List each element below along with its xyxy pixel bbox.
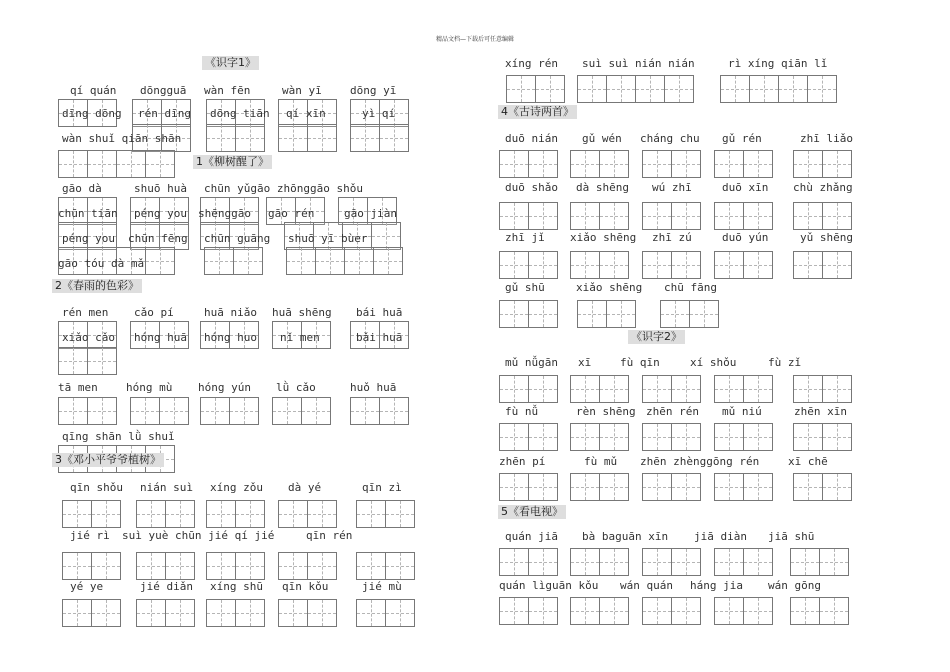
- writing-grid[interactable]: [499, 251, 558, 279]
- writing-grid[interactable]: [499, 150, 558, 178]
- pinyin: suì suì nián nián: [582, 57, 695, 70]
- pinyin: bái huā: [356, 306, 403, 319]
- pinyin: fù qīn: [620, 356, 660, 369]
- lesson-title: 4《古诗两首》: [498, 105, 577, 119]
- pinyin: xíng rén: [505, 57, 558, 70]
- pinyin: huǒ huā: [350, 381, 397, 394]
- pinyin: cǎo pí: [134, 306, 174, 319]
- writing-grid[interactable]: [130, 397, 189, 425]
- writing-grid[interactable]: [506, 75, 565, 103]
- pinyin: wàn yī: [282, 84, 322, 97]
- pinyin: nǐ men: [280, 331, 320, 344]
- writing-grid[interactable]: [714, 150, 773, 178]
- pinyin: gǔ shū: [505, 281, 545, 294]
- pinyin: bǎi huā: [356, 331, 403, 344]
- lesson-title: 3《邓小平爷爷植树》: [52, 453, 164, 467]
- writing-grid[interactable]: [62, 599, 121, 627]
- pinyin: shuō huà: [134, 182, 187, 195]
- pinyin: dà shēng: [576, 181, 629, 194]
- writing-grid[interactable]: [62, 500, 121, 528]
- writing-grid[interactable]: [642, 548, 701, 576]
- pinyin: lǜ cǎo: [276, 381, 316, 394]
- pinyin: xiǎo shēng: [576, 281, 643, 294]
- writing-grid[interactable]: [714, 423, 773, 451]
- pinyin: zhēn pí: [499, 455, 546, 468]
- pinyin: duō yún: [722, 231, 769, 244]
- pinyin: wàn shuǐ qiān shān: [62, 132, 182, 145]
- pinyin: jié diǎn: [140, 580, 193, 593]
- writing-grid[interactable]: [570, 597, 629, 625]
- pinyin: xí shǒu: [690, 356, 737, 369]
- page-header: 精品文档—下载后可任意编辑: [435, 36, 514, 43]
- pinyin: péng you: [62, 232, 115, 245]
- writing-grid[interactable]: [499, 202, 558, 230]
- writing-grid[interactable]: [577, 75, 694, 103]
- pinyin: chūn fēng: [128, 232, 188, 245]
- writing-grid[interactable]: [499, 375, 558, 403]
- writing-grid[interactable]: [570, 251, 629, 279]
- pinyin: gǔ rén: [722, 132, 762, 145]
- writing-grid[interactable]: [642, 473, 701, 501]
- writing-grid[interactable]: [136, 552, 195, 580]
- pinyin: fù zǐ: [768, 356, 802, 369]
- pinyin: yé ye: [70, 580, 104, 593]
- writing-grid[interactable]: [499, 597, 558, 625]
- pinyin: hóng huo: [204, 331, 257, 344]
- writing-grid[interactable]: [499, 423, 558, 451]
- pinyin: dīng dōng: [62, 107, 122, 120]
- writing-grid[interactable]: [642, 251, 701, 279]
- pinyin: qīn zì: [362, 481, 402, 494]
- writing-grid[interactable]: [272, 397, 331, 425]
- lesson-title: 5《看电视》: [498, 505, 566, 519]
- pinyin: cháng chu: [640, 132, 700, 145]
- pinyin: fù nǚ: [505, 405, 539, 418]
- pinyin: gāo tóu dà mǎ: [58, 257, 145, 270]
- pinyin: qí xīn: [286, 107, 326, 120]
- pinyin: rén men: [62, 306, 109, 319]
- pinyin: xiǎo shēng: [570, 231, 637, 244]
- writing-grid[interactable]: [642, 597, 701, 625]
- writing-grid[interactable]: [793, 251, 852, 279]
- pinyin: rén dīng: [138, 107, 191, 120]
- pinyin: rì xíng qiān lǐ: [728, 57, 828, 70]
- writing-grid[interactable]: [136, 500, 195, 528]
- pinyin: zhī jǐ: [505, 231, 545, 244]
- writing-grid[interactable]: [62, 552, 121, 580]
- writing-grid[interactable]: [278, 552, 337, 580]
- pinyin: dōngguā: [140, 84, 187, 97]
- pinyin: huā shēng: [272, 306, 332, 319]
- writing-grid[interactable]: [499, 548, 558, 576]
- pinyin: yǔ shēng: [800, 231, 853, 244]
- writing-grid[interactable]: [793, 202, 852, 230]
- pinyin: duō shǎo: [505, 181, 558, 194]
- pinyin: dà yé: [288, 481, 322, 494]
- writing-grid[interactable]: [200, 397, 259, 425]
- pinyin: dōng yī: [350, 84, 397, 97]
- writing-grid[interactable]: [793, 375, 852, 403]
- writing-grid[interactable]: [206, 500, 265, 528]
- pinyin: bà baguān xīn: [582, 530, 669, 543]
- writing-grid[interactable]: [570, 548, 629, 576]
- writing-grid[interactable]: [206, 552, 265, 580]
- pinyin: quán jiā: [505, 530, 558, 543]
- pinyin: wàn fēn: [204, 84, 251, 97]
- pinyin: zhēn rén: [646, 405, 699, 418]
- pinyin: mǔ niú: [722, 405, 762, 418]
- lesson-title: 《识字2》: [628, 330, 685, 344]
- pinyin: zhī zú: [652, 231, 692, 244]
- writing-grid[interactable]: [570, 423, 629, 451]
- pinyin: mǔ nǚgān: [505, 356, 558, 369]
- pinyin: gǔ wén: [582, 132, 622, 145]
- pinyin: péng you: [134, 207, 187, 220]
- pinyin: qīn kǒu: [282, 580, 329, 593]
- pinyin: zhēn xīn: [794, 405, 847, 418]
- pinyin: jié rì: [70, 529, 110, 542]
- writing-grid[interactable]: [499, 473, 558, 501]
- writing-grid[interactable]: [642, 375, 701, 403]
- writing-grid[interactable]: [714, 202, 773, 230]
- pinyin: hóng yún: [198, 381, 251, 394]
- writing-grid[interactable]: [499, 300, 558, 328]
- pinyin: xī: [578, 356, 592, 369]
- pinyin: chūn tiān: [58, 207, 118, 220]
- pinyin: wú zhī: [652, 181, 692, 194]
- pinyin: jiā diàn: [694, 530, 747, 543]
- pinyin: chūn yǔgāo zhōnggāo shǒu: [204, 182, 363, 195]
- pinyin: gāo jiàn: [344, 207, 397, 220]
- lesson-title: 2《春雨的色彩》: [52, 279, 142, 293]
- pinyin: xiǎo cǎo: [62, 331, 115, 344]
- writing-grid[interactable]: [350, 397, 409, 425]
- pinyin: zhī liǎo: [800, 132, 853, 145]
- lesson-title: 1《柳树醒了》: [193, 155, 272, 169]
- pinyin: jiā shū: [768, 530, 815, 543]
- writing-grid[interactable]: [642, 202, 701, 230]
- writing-grid[interactable]: [642, 150, 701, 178]
- writing-grid[interactable]: [278, 599, 337, 627]
- writing-grid[interactable]: [206, 124, 265, 152]
- writing-grid[interactable]: [790, 548, 849, 576]
- pinyin: qí quán: [70, 84, 117, 97]
- writing-grid[interactable]: [286, 247, 403, 275]
- writing-grid[interactable]: [793, 423, 852, 451]
- writing-grid[interactable]: [577, 300, 636, 328]
- writing-grid[interactable]: [58, 150, 175, 178]
- pinyin: xī chē: [788, 455, 828, 468]
- writing-grid[interactable]: [136, 599, 195, 627]
- writing-grid[interactable]: [356, 552, 415, 580]
- pinyin: xíng shū: [210, 580, 263, 593]
- pinyin: qīn rén: [306, 529, 353, 542]
- pinyin: suì yuè chūn jié qí jié: [122, 529, 275, 542]
- pinyin: shuō yī bùer: [288, 232, 368, 245]
- pinyin: quán lìguān kǒu: [499, 579, 599, 592]
- pinyin: hóng huā: [134, 331, 187, 344]
- writing-grid[interactable]: [570, 150, 629, 178]
- writing-grid[interactable]: [350, 124, 409, 152]
- writing-grid[interactable]: [714, 473, 773, 501]
- pinyin: yì qí: [362, 107, 396, 120]
- writing-grid[interactable]: [714, 548, 773, 576]
- pinyin: dōng tiān: [210, 107, 270, 120]
- pinyin: fù mǔ: [584, 455, 618, 468]
- pinyin: nián suì: [140, 481, 193, 494]
- writing-grid[interactable]: [714, 597, 773, 625]
- writing-grid[interactable]: [278, 500, 337, 528]
- writing-grid[interactable]: [790, 597, 849, 625]
- pinyin: qīn shǒu: [70, 481, 123, 494]
- pinyin: háng jia: [690, 579, 743, 592]
- writing-grid[interactable]: [570, 375, 629, 403]
- writing-grid[interactable]: [278, 124, 337, 152]
- writing-grid[interactable]: [720, 75, 837, 103]
- writing-grid[interactable]: [660, 300, 719, 328]
- writing-grid[interactable]: [793, 150, 852, 178]
- pinyin: gāo rén: [268, 207, 315, 220]
- writing-grid[interactable]: [206, 599, 265, 627]
- pinyin: duō xīn: [722, 181, 769, 194]
- pinyin: shēnggāo: [198, 207, 251, 220]
- writing-grid[interactable]: [58, 347, 117, 375]
- writing-grid[interactable]: [642, 423, 701, 451]
- writing-grid[interactable]: [570, 473, 629, 501]
- pinyin: huā niǎo: [204, 306, 257, 319]
- writing-grid[interactable]: [793, 473, 852, 501]
- writing-grid[interactable]: [58, 397, 117, 425]
- writing-grid[interactable]: [570, 202, 629, 230]
- writing-grid[interactable]: [356, 599, 415, 627]
- pinyin: chù zhǎng: [793, 181, 853, 194]
- pinyin: rèn shēng: [576, 405, 636, 418]
- pinyin: chūn guāng: [204, 232, 271, 245]
- pinyin: qīng shān lǜ shuǐ: [62, 430, 175, 443]
- writing-grid[interactable]: [714, 251, 773, 279]
- pinyin: xíng zǒu: [210, 481, 263, 494]
- writing-grid[interactable]: [714, 375, 773, 403]
- pinyin: tā men: [58, 381, 98, 394]
- pinyin: duō nián: [505, 132, 558, 145]
- pinyin: wán quán: [620, 579, 673, 592]
- pinyin: wán gōng: [768, 579, 821, 592]
- writing-grid[interactable]: [356, 500, 415, 528]
- pinyin: hóng mù: [126, 381, 173, 394]
- lesson-title: 《识字1》: [202, 56, 259, 70]
- pinyin: jié mù: [362, 580, 402, 593]
- pinyin: zhēn zhènggōng rén: [640, 455, 760, 468]
- pinyin: chū fāng: [664, 281, 717, 294]
- writing-grid[interactable]: [204, 247, 263, 275]
- pinyin: gāo dà: [62, 182, 102, 195]
